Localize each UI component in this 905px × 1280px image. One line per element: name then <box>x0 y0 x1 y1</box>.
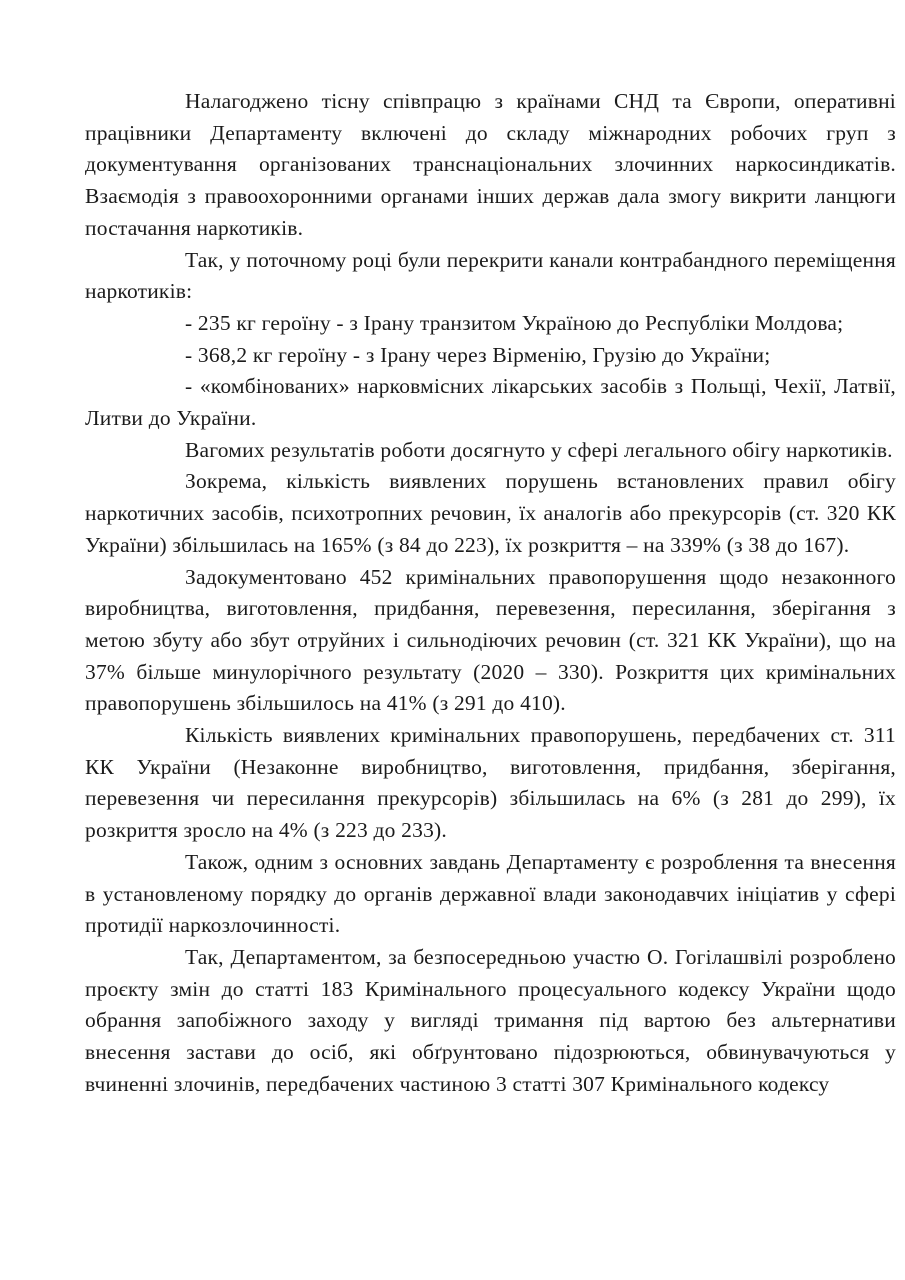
list-item-heroin-368kg: - 368,2 кг героїну - з Ірану через Вірменію, Грузію до України; <box>185 342 771 367</box>
paragraph-article-321-stats: Задокументовано 452 кримінальних правопорушення щодо незаконного виробництва, виготовлення, придбання, перевезення, пересилання, зберігання з метою збуту або збут отруйних і сильнодіючих речовин (ст. 321 КК України), що на 37% більше минулорічного результату (2020 – 330). Розкриття цих кримінальних правопорушень збільшилось на 41% (з 291 до 410). <box>85 564 896 716</box>
paragraph-legislative-initiatives: Також, одним з основних завдань Департаменту є розроблення та внесення в установленому порядку до органів державної влади законодавчих ініціатив у сфері протидії наркозлочинності. <box>85 849 896 938</box>
paragraph-article-183-draft-amendments: Так, Департаментом, за безпосередньою участю О. Гогілашвілі розроблено проєкту змін до статті 183 Кримінального процесуального кодексу України щодо обрання запобіжного заходу у вигляді тримання під вартою без альтернативи внесення застави до осіб, які обґрунтовано підозрюються, обвинувачуються у вчиненні злочинів, передбачених частиною 3 статті 307 Кримінального кодексу <box>85 944 896 1096</box>
paragraph-article-311-stats: Кількість виявлених кримінальних правопорушень, передбачених ст. 311 КК України (Незаконне виробництво, виготовлення, придбання, зберігання, перевезення чи пересилання прекурсорів) збільшилась на 6% (з 281 до 299), їх розкриття зросло на 4% (з 223 до 233). <box>85 723 896 843</box>
list-item-combined-medicines: - «комбінованих» нарковмісних лікарських засобів з Польщі, Чехії, Латвії, Литви до України. <box>85 374 896 431</box>
paragraph-legal-circulation-results: Вагомих результатів роботи досягнуто у сфері легального обігу наркотиків. <box>185 437 893 462</box>
paragraph-smuggling-channels-intro: Так, у поточному році були перекрити канали контрабандного переміщення наркотиків: <box>85 247 896 304</box>
paragraph-cooperation-cis-europe: Налагоджено тісну співпрацю з країнами СНД та Європи, оперативні працівники Департаменту включені до складу міжнародних робочих груп з документування організованих транснаціональних злочинних наркосиндикатів. Взаємодія з правоохоронними органами інших держав дала змогу викрити ланцюги постачання наркотиків. <box>85 89 896 240</box>
paragraph-article-320-stats: Зокрема, кількість виявлених порушень встановлених правил обігу наркотичних засобів, психотропних речовин, їх аналогів або прекурсорів (ст. 320 КК України) збільшилась на 165% (з 84 до 223), їх розкриття – на 339% (з 38 до 167). <box>85 469 896 557</box>
list-item-heroin-235kg: - 235 кг героїну - з Ірану транзитом Україною до Республіки Молдова; <box>185 310 844 335</box>
